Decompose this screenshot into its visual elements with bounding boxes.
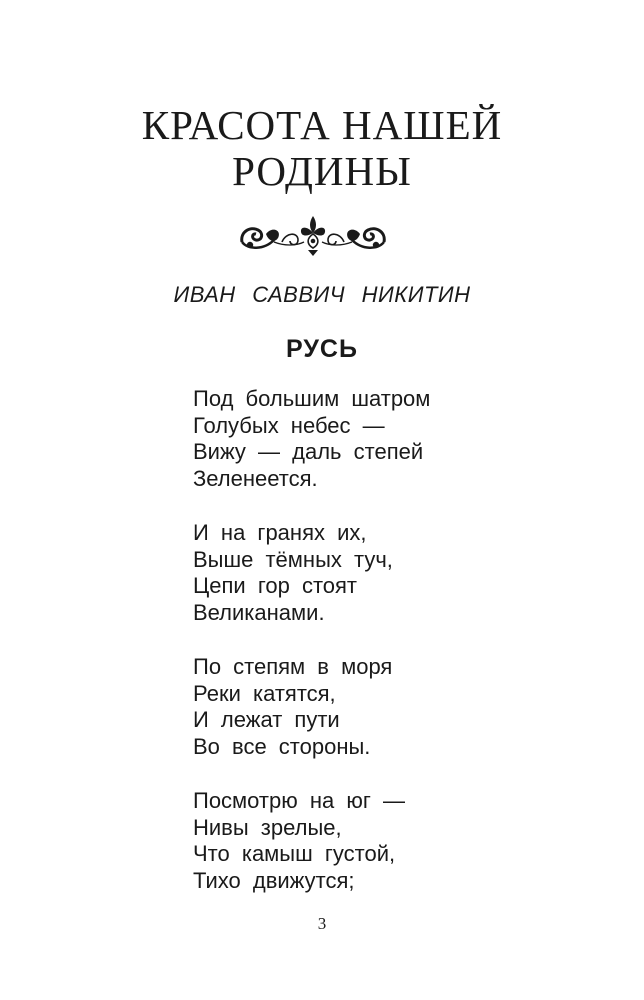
verse-line: Реки катятся,	[193, 680, 336, 706]
poem-title: РУСЬ	[286, 335, 358, 363]
verse-line: И на гранях их,	[193, 520, 367, 545]
verse-line: Под большим шатром	[193, 386, 431, 411]
author-name: ИВАН САВВИЧ НИКИТИН	[173, 282, 471, 307]
verse-line: Голубых небес —	[193, 412, 385, 438]
section-title-line-2: РОДИНЫ	[232, 148, 412, 194]
stanza	[193, 520, 613, 626]
verse-line: И лежат пути	[193, 707, 340, 732]
verse-line: Выше тёмных туч,	[193, 546, 393, 572]
verse-line: Великанами.	[193, 599, 325, 625]
verse-line: Нивы зрелые,	[193, 814, 342, 840]
section-title-line-1: КРАСОТА НАШЕЙ	[141, 102, 503, 148]
verse-line: Вижу — даль степей	[193, 439, 424, 464]
verse-line: Посмотрю на юг —	[193, 788, 405, 813]
page-number: 3	[317, 914, 327, 933]
verse-line: Во все стороны.	[193, 733, 371, 759]
poem-body	[193, 386, 613, 922]
stanza	[193, 386, 613, 492]
stanza	[193, 788, 613, 894]
floral-ornament-icon	[238, 212, 388, 258]
verse-line: Тихо движутся;	[193, 867, 355, 893]
verse-line: Зеленеется.	[193, 465, 318, 491]
verse-line: По степям в моря	[193, 654, 393, 679]
verse-line: Цепи гор стоят	[193, 573, 358, 598]
stanza	[193, 654, 613, 760]
verse-line: Что камыш густой,	[193, 841, 396, 866]
